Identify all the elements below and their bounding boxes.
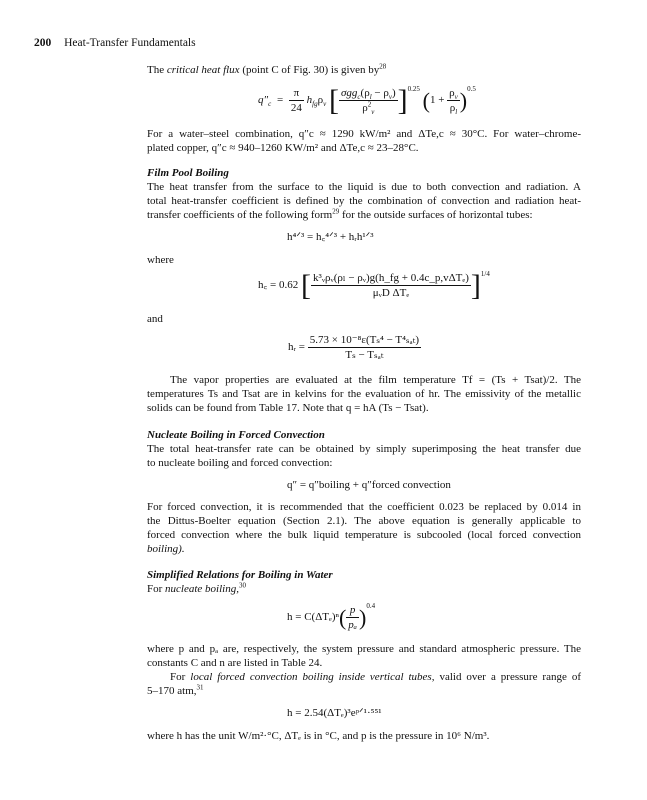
chf-intro-pre: The [147,64,167,76]
chf-eq-ratio-num-sub: v [454,93,458,102]
simplified-eq1-num: p [346,603,359,618]
chf-eq-rho-sub: v [323,100,327,109]
simplified-l1-ref: 30 [238,581,246,590]
simplified-para-2: constants C and n are listed in Table 24. [147,657,323,669]
chf-eq-num-sub3: v [388,93,392,102]
chf-eq-one: 1 + [429,94,445,107]
chf-eq-24: 24 [290,102,302,114]
simplified-p3-pre: For [170,671,191,683]
simplified-line-1 [147,582,581,596]
film-line-3 [147,208,581,222]
film-and: and [147,313,163,325]
page-number: 200 [34,37,52,49]
chf-eq-num-sub2: l [369,93,372,102]
film-ref: 29 [332,207,340,216]
simplified-para-4 [147,684,581,698]
chf-eq-num-end: ) [391,87,396,99]
running-header [34,37,196,49]
chf-eq-equals: = [276,94,284,107]
film-hc-lhs: h꜀ = 0.62 [258,279,299,292]
film-hc-num: k³ᵥρᵥ(ρₗ − ρᵥ)g(h_fg + 0.4c_p,vΔTₑ) [313,272,469,284]
film-line-3b: for the outside surfaces of horizontal tubes: [339,209,533,221]
nucleate-eq: q″ = q″boiling + q″forced convection [287,479,451,491]
chf-eq-num-rest: (ρ [360,87,370,99]
chf-eq-rparen: ) [459,87,468,113]
simplified-eq1-lhs: h = C(ΔTₑ)ⁿ [287,611,339,624]
film-para-1: The vapor properties are evaluated at the film temperature Tf = (Ts + Tsat)/2. The [170,374,581,386]
chf-eq-num-rest2: − ρ [371,87,389,99]
film-hr-den: Tₛ − Tₛₐₜ [345,349,384,361]
chf-eq-den-sup: 2 [367,100,372,109]
chf-line-1: For a water–steel combination, q″c ≈ 1290 kW/m² and ΔTe,c ≈ 30°C. For water–chrome- [147,128,581,140]
chf-eq-den-sub: v [371,108,375,117]
chf-intro-post: (point C of Fig. 30) is given by [239,64,380,76]
film-hc-exp: 1/4 [480,270,490,278]
chf-eq-lhs-sub: c [268,100,272,109]
simplified-l1-term: nucleate boiling, [165,583,239,595]
chf-eq-lparen: ( [422,87,430,113]
film-hc-lbracket: [ [301,268,312,302]
film-hr-lhs: hᵣ = [288,341,305,354]
film-line-1: The heat transfer from the surface to the liquid is due to both convection and radiation. A [147,181,581,193]
nucleate-para-4: boiling). [147,543,185,555]
film-hc-equation [258,268,490,302]
film-hr-frac [308,333,421,362]
chf-eq-ratio-den: ρ [449,102,456,114]
simplified-para-3 [147,670,581,684]
film-eq1: h⁴ᐟ³ = h꜀⁴ᐟ³ + hᵣh¹ᐟ³ [287,231,374,243]
simplified-eq1-rparen: ) [359,604,367,630]
chf-eq-exp2: 0.5 [467,85,476,93]
simplified-l1-pre: For [147,583,166,595]
chf-eq-den: ρ [362,102,368,114]
nucleate-para-2: the Dittus-Boelter equation (Section 2.1). The above equation is generally applicable to [147,515,581,527]
nucleate-heading: Nucleate Boiling in Forced Convection [147,429,325,441]
chf-eq-lbracket: [ [328,83,339,117]
film-hr-equation [288,333,421,362]
chf-eq-ratio [447,86,460,115]
simplified-eq2: h = 2.54(ΔTₑ)³eᵖᐟ¹·⁵⁵¹ [287,707,382,719]
film-hc-rbracket: ] [470,268,481,302]
chf-eq-exp1: 0.25 [407,85,420,93]
chf-intro-ref: 28 [379,62,387,71]
simplified-para-1: where p and pₐ are, respectively, the system pressure and standard atmospheric pressure. The [147,643,581,655]
simplified-p4-ref: 31 [196,683,204,692]
film-line-3a: transfer coefficients of the following form [147,209,333,221]
chf-eq-pi-frac [289,86,304,115]
nucleate-para-1: For forced convection, it is recommended that the coefficient 0.023 be replaced by 0.014 in [147,501,581,513]
film-hc-den: μᵥD ΔTₑ [372,287,410,299]
film-line-2: total heat-transfer coefficient is defined by the combination of convection and radiation heat- [147,195,581,207]
simplified-heading: Simplified Relations for Boiling in Water [147,569,333,581]
simplified-final-line: where h has the unit W/m²·°C, ΔTₑ is in °C, and p is the pressure in 10⁶ N/m³. [147,730,490,742]
nucleate-para-3: forced convection where the bulk liquid temperature is subcooled (local forced convection [147,529,581,541]
simplified-eq1-den: pₐ [348,619,357,631]
chf-eq-pi: π [289,86,304,101]
film-heading: Film Pool Boiling [147,167,229,179]
chf-eq-rho: ρ [317,94,324,107]
simplified-p4-text: 5–170 atm, [147,685,197,697]
simplified-eq1-lparen: ( [338,604,347,630]
simplified-eq1-exp: 0.4 [366,602,376,610]
chf-eq-h: h [306,94,313,107]
film-hc-frac [311,271,471,300]
film-para-3: solids can be found from Table 17. Note that q = hA (Ts − Tsat). [147,402,429,414]
chf-equation [258,83,476,117]
chf-eq-lhs: q″ [258,94,269,107]
chf-eq-num-sub: c [357,93,361,102]
film-where: where [147,254,174,266]
simplified-eq1-frac [346,603,359,632]
film-hr-num: 5.73 × 10⁻⁸ε(Tₛ⁴ − T⁴ₛₐₜ) [309,334,420,346]
chf-intro-term: critical heat flux [166,64,240,76]
chf-eq-ratio-den-sub: l [455,108,458,117]
nucleate-line-2: to nucleate boiling and forced convection: [147,457,333,469]
running-title: Heat-Transfer Fundamentals [64,37,196,49]
chf-eq-ratio-num: ρ [449,87,455,99]
film-para-2: temperatures Ts and Tsat are in kelvins for the evaluation of hr. The emissivity of the metallic [147,388,581,400]
chf-line-2: plated copper, q″c ≈ 940–1260 KW/m² and ΔTe,c ≈ 23–28°C. [147,142,419,154]
nucleate-line-1: The total heat-transfer rate can be obtained by simply superimposing the heat transfer due [147,443,581,455]
simplified-eq1 [287,603,375,632]
simplified-p3-term: local forced convection boiling inside vertical tubes, [190,671,435,683]
chf-eq-rbracket: ] [397,83,408,117]
chf-intro [147,63,581,77]
simplified-p3-post: valid over a pressure range of [434,671,581,683]
chf-eq-num: σgg [340,87,358,99]
chf-eq-h-sub: fg [312,100,318,109]
chf-eq-main-frac [339,86,398,115]
